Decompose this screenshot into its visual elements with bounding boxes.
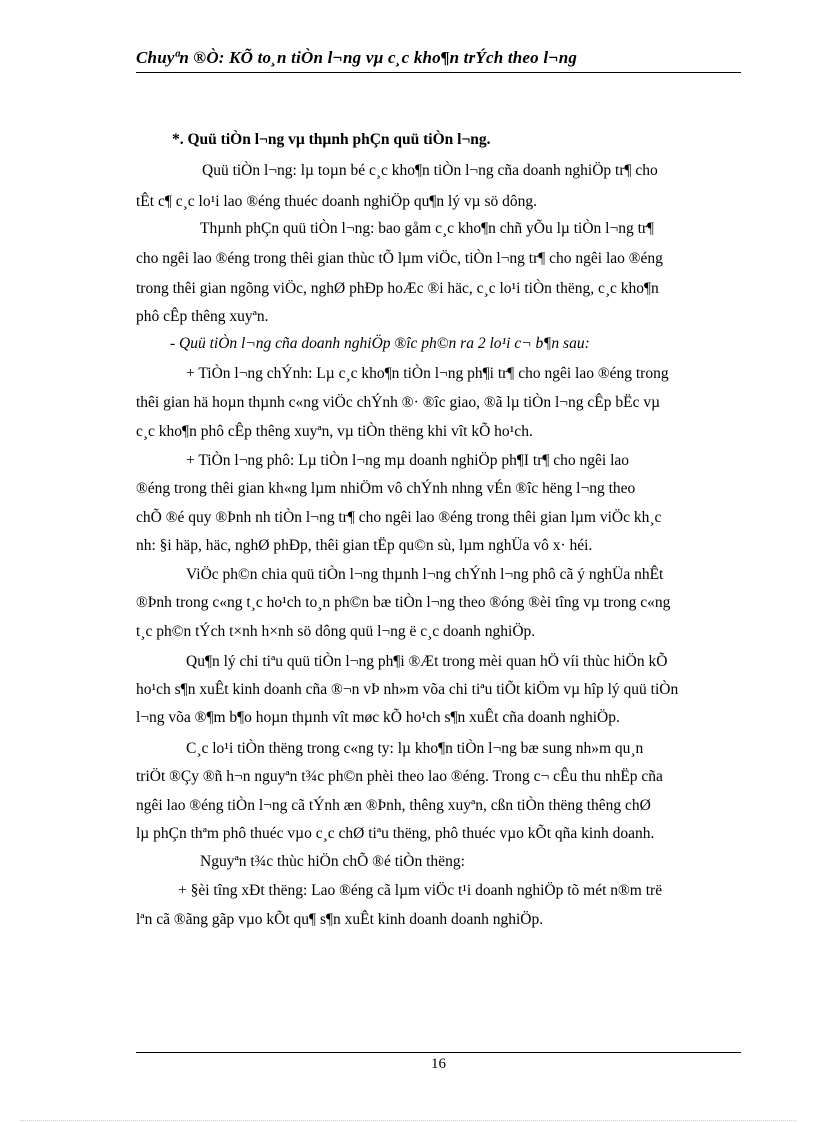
text-line: thêi gian hä hoµn thµnh c«ng viÖc chÝnh ®· ®îc giao, ®ã lµ tiÒn l¬ng cÊp bËc vµ	[136, 394, 661, 411]
header-rule	[136, 72, 741, 73]
page-header-title: Chuyªn ®Ò: KÕ to¸n tiÒn l¬ng vµ c¸c kho¶n trÝch theo l¬ng	[136, 48, 578, 67]
text-line: Quü tiÒn l¬ng: lµ toµn bé c¸c kho¶n tiÒn l¬ng cña doanh nghiÖp tr¶ cho	[202, 162, 658, 179]
text-line: l¬ng võa ®¶m b¶o hoµn thµnh vît møc kÕ ho¹ch s¶n xuÊt cña doanh nghiÖp.	[136, 709, 620, 726]
text-line: nh: §i häp, häc, nghØ phÐp, thêi gian tËp qu©n sù, lµm nghÜa vô x· héi.	[136, 537, 593, 554]
text-line: ®éng trong thêi gian kh«ng lµm nhiÖm vô chÝnh nhng vÉn ®îc hëng l¬ng theo	[136, 480, 636, 497]
text-line: ®Þnh trong c«ng t¸c ho¹ch to¸n ph©n bæ tiÒn l¬ng theo ®óng ®èi tîng vµ trong c«ng	[136, 594, 671, 611]
text-line: Thµnh phÇn quü tiÒn l¬ng: bao gåm c¸c kho¶n chñ yÕu lµ tiÒn l¬ng tr¶	[200, 220, 655, 237]
text-line: ho¹ch s¶n xuÊt kinh doanh cña ®¬n vÞ nh»m võa chi tiªu tiÕt kiÖm vµ hîp lý quü tiÒn	[136, 681, 679, 698]
text-line: C¸c lo¹i tiÒn thëng trong c«ng ty: lµ kho¶n tiÒn l¬ng bæ sung nh»m qu¸n	[186, 740, 644, 757]
text-line: tÊt c¶ c¸c lo¹i lao ®éng thuéc doanh nghiÖp qu¶n lý vµ sö dông.	[136, 193, 537, 210]
text-line: - Quü tiÒn l¬ng cña doanh nghiÖp ®îc ph©n ra 2 lo¹i c¬ b¶n sau:	[170, 335, 590, 352]
text-line: ngêi lao ®éng tiÒn l¬ng cã tÝnh æn ®Þnh, thêng xuyªn, cßn tiÒn thëng thêng chØ	[136, 797, 651, 814]
text-line: triÖt ®Çy ®ñ h¬n nguyªn t¾c ph©n phèi theo lao ®éng. Trong c¬ cÊu thu nhËp cña	[136, 768, 663, 785]
text-line: t¸c ph©n tÝch t×nh h×nh sö dông quü l¬ng ë c¸c doanh nghiÖp.	[136, 623, 536, 640]
text-line: + TiÒn l¬ng chÝnh: Lµ c¸c kho¶n tiÒn l¬ng ph¶i tr¶ cho ngêi lao ®éng trong	[186, 365, 669, 382]
text-line: lµ phÇn thªm phô thuéc vµo c¸c chØ tiªu thëng, phô thuéc vµo kÕt qña kinh doanh.	[136, 825, 655, 842]
text-line: c¸c kho¶n phô cÊp thêng xuyªn, vµ tiÒn thëng khi vît kÕ ho¹ch.	[136, 423, 533, 440]
footer-rule	[136, 1052, 741, 1053]
page-number: 16	[431, 1056, 446, 1072]
text-line: lªn cã ®ãng gãp vµo kÕt qu¶ s¶n xuÊt kinh doanh doanh nghiÖp.	[136, 911, 544, 928]
text-line: + §èi tîng xÐt thëng: Lao ®éng cã lµm viÖc t¹i doanh nghiÖp tõ mét n®m trë	[178, 882, 663, 899]
text-line: Qu¶n lý chi tiªu quü tiÒn l¬ng ph¶i ®Æt trong mèi quan hÖ víi thùc hiÖn kÕ	[186, 653, 668, 670]
page-bottom-divider	[20, 1120, 796, 1121]
text-line: + TiÒn l¬ng phô: Lµ tiÒn l¬ng mµ doanh nghiÖp ph¶I tr¶ cho ngêi lao	[186, 452, 630, 469]
text-line: chÕ ®é quy ®Þnh nh tiÒn l¬ng tr¶ cho ngêi lao ®éng trong thêi gian lµm viÖc kh¸c	[136, 509, 662, 526]
text-line: ViÖc ph©n chia quü tiÒn l¬ng thµnh l¬ng chÝnh l¬ng phô cã ý nghÜa nhÊt	[186, 566, 664, 583]
text-line: trong thêi gian ngõng viÖc, nghØ phÐp hoÆc ®i häc, c¸c lo¹i tiÒn thëng, c¸c kho¶n	[136, 280, 659, 297]
text-line: cho ngêi lao ®éng trong thêi gian thùc tÕ lµm viÖc, tiÒn l¬ng tr¶ cho ngêi lao ®éng	[136, 250, 663, 267]
text-line: phô cÊp thêng xuyªn.	[136, 308, 269, 325]
text-line: Nguyªn t¾c thùc hiÖn chÕ ®é tiÒn thëng:	[200, 853, 465, 870]
section-heading: *. Quü tiÒn l¬ng vµ thµnh phÇn quü tiÒn l¬ng.	[172, 131, 491, 148]
